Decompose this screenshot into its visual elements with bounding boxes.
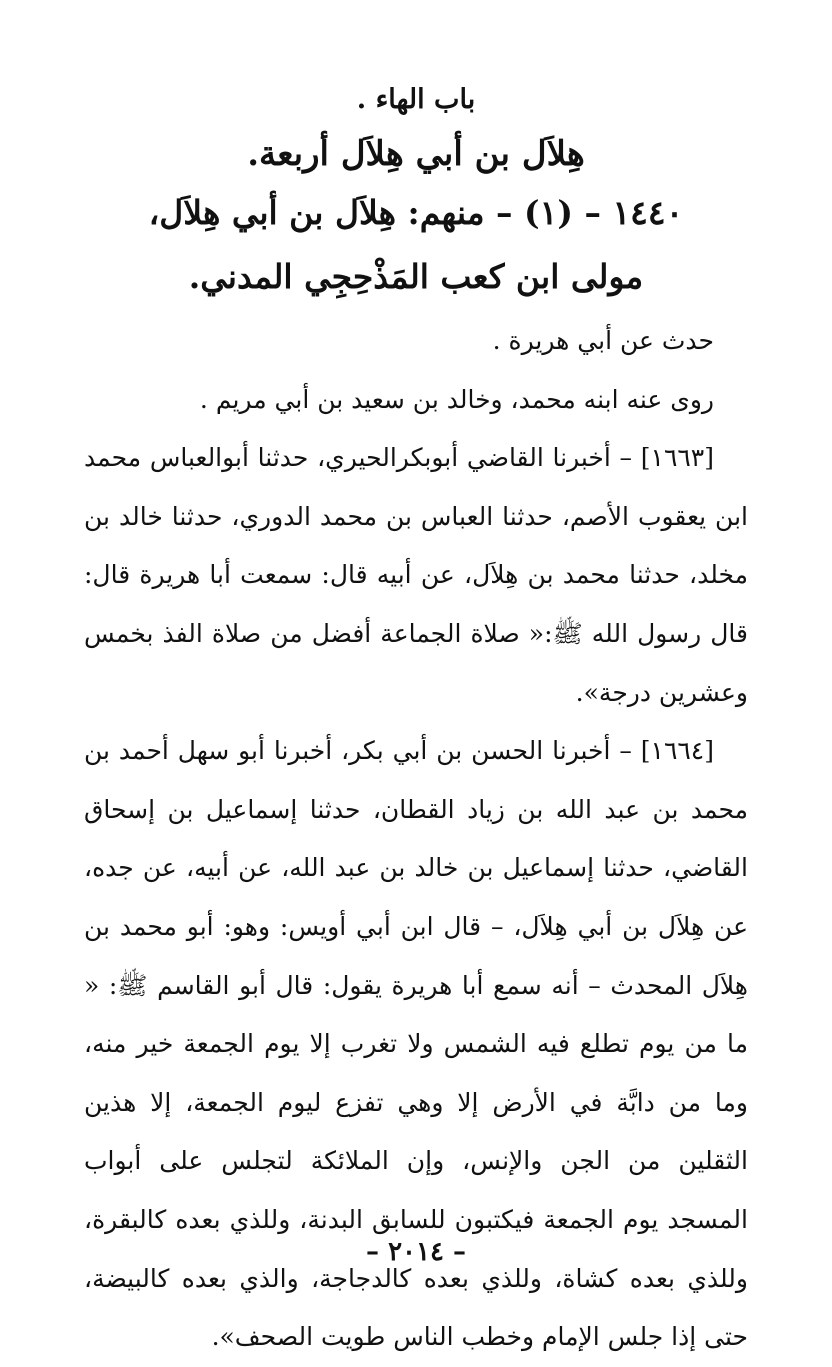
entry-subheading: مولى ابن كعب المَذْحِجِي المدني. [188, 257, 644, 296]
section-title: هِلاَل بن أبي هِلاَل أربعة. [247, 134, 585, 174]
paragraph-hadith-1663: [١٦٦٣] – أخبرنا القاضي أبوبكرالحيري، حدثنا أبوالعباس محمد ابن يعقوب الأصم، حدثنا العباس بن محمد الدوري، حدثنا خالد بن مخلد، حدثنا محمد بن هِلاَل، عن أبيه قال: سمعت أبا هريرة قال: قال رسول الله ﷺ:« صلاة الجماعة أفضل من صلاة الفذ بخمس وعشرين درجة». [84, 443, 748, 707]
entry-heading: ١٤٤٠ – (١) – منهم: هِلاَل بن أبي هِلاَل، [148, 193, 684, 232]
chapter-title: باب الهاء . [356, 84, 476, 115]
paragraph-narrators: روى عنه ابنه محمد، وخالد بن سعيد بن أبي مريم . [199, 384, 714, 414]
paragraph-hadith-1664: [١٦٦٤] – أخبرنا الحسن بن أبي بكر، أخبرنا أبو سهل أحمد بن محمد بن عبد الله بن زياد القطان، حدثنا إسماعيل بن إسحاق القاضي، حدثنا إسماعيل بن خالد بن عبد الله، عن أبيه، عن جده، عن هِلاَل بن أبي هِلاَل، – قال ابن أبي أويس: وهو: أبو محمد بن هِلاَل المحدث – أنه سمع أبا هريرة يقول: قال أبو القاسم ﷺ: « ما من يوم تطلع فيه الشمس ولا تغرب إلا يوم الجمعة خير منه، وما من دابَّة في الأرض إلا وهي تفزع ليوم الجمعة، إلا هذين الثقلين من الجن والإنس، وإن الملائكة لتجلس على أبواب المسجد يوم الجمعة فيكتبون للسابق البدنة، وللذي بعده كالبقرة، وللذي بعده كشاة، وللذي بعده كالدجاجة، والذي بعده كالبيضة، حتى إذا جلس الإمام وخطب الناس طويت الصحف». [84, 736, 748, 1352]
body-text [84, 312, 748, 1367]
page-number: – ٢٠١٤ – [366, 1237, 466, 1267]
paragraph-narration: حدث عن أبي هريرة . [492, 326, 714, 355]
